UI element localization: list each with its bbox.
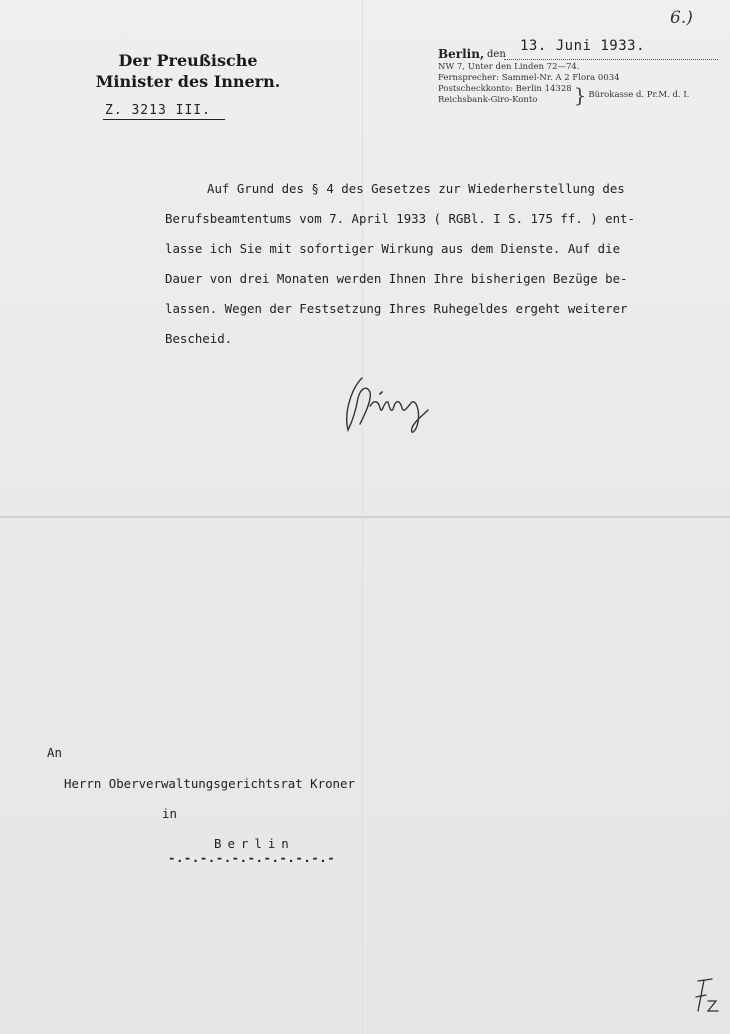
- signature-drawing: [340, 370, 440, 445]
- initials-drawing: [692, 975, 722, 1015]
- recipient-city: Berlin: [214, 836, 295, 851]
- body-line-1: Auf Grund des § 4 des Gesetzes zur Wiederherstellung des: [207, 181, 625, 196]
- body-line-4: Dauer von drei Monaten werden Ihnen Ihre bisherigen Bezüge be-: [165, 271, 628, 286]
- address-street: NW 7, Unter den Linden 72—74.: [438, 62, 580, 72]
- body-line-3: lasse ich Sie mit sofortiger Wirkung aus dem Dienste. Auf die: [165, 241, 621, 256]
- reference-number: Z. 3213 III.: [103, 103, 225, 120]
- letterhead-line-2: Minister des Innern.: [95, 72, 281, 91]
- letter-body: [165, 174, 715, 354]
- place-city: Berlin,: [438, 47, 485, 61]
- date-dotted-line: [504, 59, 718, 60]
- brace-glyph: }: [573, 83, 587, 107]
- vertical-fold-line: [362, 0, 363, 1034]
- corner-note: 6.): [670, 8, 693, 28]
- address-phone: Fernsprecher: Sammel-Nr. A 2 Flora 0034: [438, 73, 620, 83]
- address-reichsbank: Reichsbank-Giro-Konto: [438, 95, 538, 105]
- letterhead-line-1: Der Preußische: [118, 51, 258, 70]
- body-line-6: Bescheid.: [165, 331, 233, 346]
- place-den: den: [487, 49, 506, 60]
- address-postscheck: Postscheckkonto: Berlin 14328: [438, 84, 572, 94]
- address-kasse: Bürokasse d. Pr.M. d. I.: [588, 90, 690, 100]
- letter-date: 13. Juni 1933.: [520, 38, 646, 54]
- address-accounts: [438, 84, 718, 106]
- body-line-5: lassen. Wegen der Festsetzung Ihres Ruhegeldes ergeht weiterer: [165, 301, 628, 316]
- letterhead: [78, 50, 298, 92]
- recipient-an: An: [47, 745, 62, 760]
- recipient-name: Herrn Oberverwaltungsgerichtsrat Kroner: [64, 776, 355, 791]
- body-line-2: Berufsbeamtentums vom 7. April 1933 ( RGBl. I S. 175 ff. ) ent-: [165, 211, 635, 226]
- recipient-in: in: [162, 806, 177, 821]
- handwritten-initials: [692, 975, 722, 1019]
- recipient-city-underline: -.-.-.-.-.-.-.-.-.-.-: [168, 850, 336, 865]
- horizontal-fold-line: [0, 516, 730, 518]
- place-date-block: [438, 40, 718, 106]
- handwritten-signature: [340, 370, 440, 449]
